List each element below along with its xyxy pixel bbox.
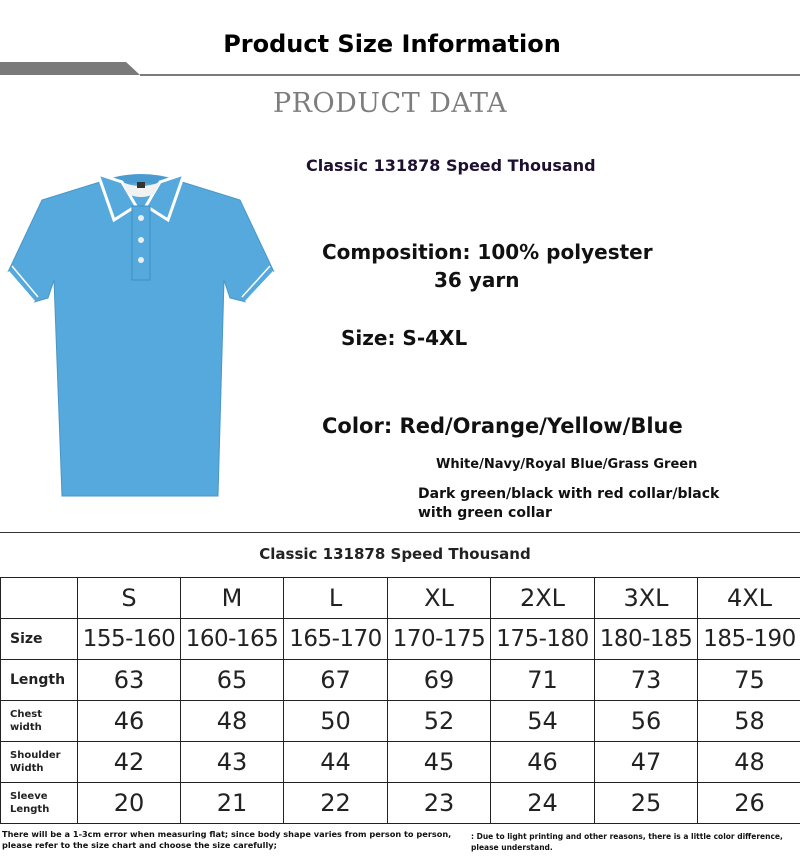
table-cell: 71: [491, 660, 595, 701]
shirt-button: [138, 215, 144, 221]
table-cell: 46: [78, 701, 181, 742]
table-cell: 26: [698, 783, 800, 824]
table-cell: 73: [595, 660, 698, 701]
product-model: Classic 131878 Speed Thousand: [306, 156, 596, 175]
size-table: [0, 577, 800, 824]
size-header: 4XL: [698, 578, 800, 619]
shirt-button: [138, 237, 144, 243]
polo-shirt-image: [4, 160, 276, 500]
shirt-button: [138, 257, 144, 263]
table-cell: 44: [284, 742, 388, 783]
table-row: [1, 701, 800, 742]
table-cell: 180-185: [595, 619, 698, 660]
table-cell: 185-190: [698, 619, 800, 660]
table-cell: 160-165: [181, 619, 284, 660]
product-colors: Color: Red/Orange/Yellow/Blue: [322, 414, 683, 438]
table-cell: 58: [698, 701, 800, 742]
table-row: [1, 742, 800, 783]
color-note: : Due to light printing and other reasons, there is a little color difference, please understand.: [471, 832, 783, 852]
table-cell: 48: [181, 701, 284, 742]
size-header: 3XL: [595, 578, 698, 619]
size-header: XL: [388, 578, 491, 619]
table-cell: 42: [78, 742, 181, 783]
table-cell: 22: [284, 783, 388, 824]
table-cell: 47: [595, 742, 698, 783]
table-cell: 48: [698, 742, 800, 783]
product-colors-more: White/Navy/Royal Blue/Grass Green: [436, 457, 698, 472]
table-cell: 165-170: [284, 619, 388, 660]
table-cell: 75: [698, 660, 800, 701]
table-cell: 56: [595, 701, 698, 742]
neck-label: [137, 182, 145, 188]
table-header-row: [1, 578, 800, 619]
product-colors-collar: Dark green/black with red collar/black with green collar: [418, 486, 720, 521]
row-label-chest: Chest width: [1, 701, 78, 742]
row-label-length: Length: [1, 660, 78, 701]
table-cell: 50: [284, 701, 388, 742]
section-divider: [0, 532, 800, 533]
table-row: [1, 619, 800, 660]
table-corner-cell: [1, 578, 78, 619]
table-cell: 170-175: [388, 619, 491, 660]
header-rule: [140, 74, 800, 76]
table-cell: 24: [491, 783, 595, 824]
table-cell: 54: [491, 701, 595, 742]
size-header: S: [78, 578, 181, 619]
size-header: L: [284, 578, 388, 619]
table-cell: 20: [78, 783, 181, 824]
table-cell: 46: [491, 742, 595, 783]
page-header: [0, 0, 800, 80]
product-size-range: Size: S-4XL: [341, 326, 468, 350]
table-cell: 52: [388, 701, 491, 742]
size-header: 2XL: [491, 578, 595, 619]
product-yarn: 36 yarn: [434, 268, 520, 292]
table-cell: 45: [388, 742, 491, 783]
table-cell: 25: [595, 783, 698, 824]
table-cell: 155-160: [78, 619, 181, 660]
row-label-sleeve: Sleeve Length: [1, 783, 78, 824]
size-header: M: [181, 578, 284, 619]
measurement-note: There will be a 1-3cm error when measuring flat; since body shape varies from person to person, please refer to the size chart and choose the size carefully;: [2, 829, 452, 850]
table-cell: 69: [388, 660, 491, 701]
row-label-shoulder: Shoulder Width: [1, 742, 78, 783]
table-cell: 21: [181, 783, 284, 824]
page-title: Product Size Information: [223, 30, 561, 58]
table-row: [1, 783, 800, 824]
row-label-size: Size: [1, 619, 78, 660]
size-table-title: Classic 131878 Speed Thousand: [259, 545, 531, 563]
table-row: [1, 660, 800, 701]
table-cell: 65: [181, 660, 284, 701]
table-cell: 63: [78, 660, 181, 701]
table-cell: 43: [181, 742, 284, 783]
table-cell: 67: [284, 660, 388, 701]
section-title: PRODUCT DATA: [273, 88, 507, 119]
header-accent-bar: [0, 62, 140, 75]
table-cell: 23: [388, 783, 491, 824]
product-composition: Composition: 100% polyester: [322, 240, 653, 264]
table-cell: 175-180: [491, 619, 595, 660]
